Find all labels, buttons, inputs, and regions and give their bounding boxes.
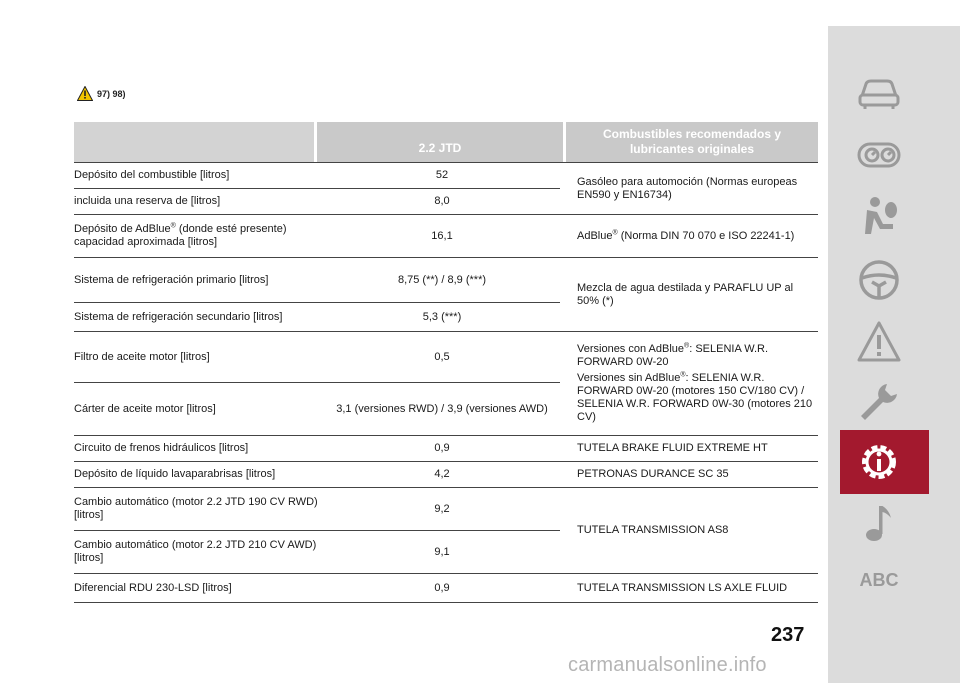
recommended-washer-fluid: PETRONAS DURANCE SC 35 — [577, 468, 729, 480]
page-number: 237 — [771, 624, 805, 646]
recommended-fuel: Gasóleo para automoción (Normas europeas EN590 y EN16734) — [577, 175, 798, 201]
row-label: Depósito de AdBlue® (donde esté presente) capacidad aproximada [litros] — [74, 222, 287, 248]
table-row — [74, 163, 560, 189]
row-value: 3,1 (versiones RWD) / 3,9 (versiones AWD) — [336, 402, 548, 415]
table-row-group — [74, 488, 818, 574]
music-note-icon[interactable] — [855, 500, 903, 548]
recommended-axle-fluid: TUTELA TRANSMISSION LS AXLE FLUID — [577, 581, 788, 594]
warning-references: 97) 98) — [97, 88, 126, 99]
table-row — [74, 574, 560, 602]
row-value: 16,1 — [431, 229, 453, 242]
recommended-engine-oil: Versiones con AdBlue®: SELENIA W.R. FORWARD 0W-20 Versiones sin AdBlue®: SELENIA W.R. FORWARD 0W-20 (motores 150 CV/180 CV) / SELENIA W.R. FORWARD 0W-30 (motores 210 CV) — [577, 342, 813, 423]
table-row-group — [74, 332, 818, 436]
abc-index-label[interactable]: ABC — [859, 570, 899, 590]
table-header — [74, 122, 818, 162]
table-row — [74, 332, 560, 383]
table-row — [74, 436, 560, 461]
table-row-group — [74, 258, 818, 332]
row-label: Cárter de aceite motor [litros] — [74, 402, 216, 415]
table-row — [74, 462, 560, 487]
row-value: 4,2 — [434, 468, 450, 480]
row-label: Filtro de aceite motor [litros] — [74, 350, 210, 363]
table-row — [74, 303, 560, 331]
row-label: Cambio automático (motor 2.2 JTD 190 CV RWD) [litros] — [74, 496, 318, 521]
recommended-brake-fluid: TUTELA BRAKE FLUID EXTREME HT — [577, 442, 768, 454]
table-row-group — [74, 574, 818, 603]
warning-triangle-icon — [77, 86, 93, 101]
row-value: 52 — [435, 169, 449, 181]
row-label: Depósito del combustible [litros] — [74, 169, 230, 181]
row-label: Depósito de líquido lavaparabrisas [litros] — [74, 468, 276, 480]
header-empty-cell — [74, 122, 314, 162]
row-value: 0,9 — [434, 581, 450, 594]
gear-info-icon[interactable] — [855, 438, 903, 486]
row-label: Sistema de refrigeración secundario [litros] — [74, 310, 283, 323]
airbag-seat-icon[interactable] — [855, 192, 903, 240]
header-engine: 2.2 JTD — [317, 122, 563, 162]
row-value: 0,9 — [434, 442, 450, 454]
header-recommended: Combustibles recomendados y lubricantes originales — [566, 122, 818, 162]
row-label: Sistema de refrigeración primario [litros] — [74, 273, 269, 286]
recommended-adblue: AdBlue® (Norma DIN 70 070 e ISO 22241-1) — [577, 228, 795, 242]
table-row — [74, 383, 560, 435]
row-value: 9,2 — [434, 502, 450, 515]
row-label: Cambio automático (motor 2.2 JTD 210 CV AWD) [litros] — [74, 539, 317, 564]
row-value: 8,0 — [434, 195, 450, 207]
table-row-group — [74, 436, 818, 462]
row-value: 5,3 (***) — [422, 310, 462, 323]
row-label: Diferencial RDU 230-LSD [litros] — [74, 581, 232, 594]
car-icon[interactable] — [855, 68, 903, 116]
table-row — [74, 215, 560, 257]
recommended-coolant: Mezcla de agua destilada y PARAFLU UP al 50% (*) — [577, 281, 794, 307]
capacities-table — [74, 122, 818, 603]
watermark-text: carmanualsonline.info — [568, 654, 767, 676]
table-row-group — [74, 462, 818, 488]
chapter-sidebar — [828, 26, 960, 683]
dashboard-gauges-icon[interactable] — [855, 130, 903, 178]
table-row — [74, 488, 560, 531]
recommended-transmission-fluid: TUTELA TRANSMISSION AS8 — [577, 524, 729, 536]
wrench-icon[interactable] — [855, 378, 903, 426]
row-label: incluida una reserva de [litros] — [74, 195, 221, 207]
warning-triangle-icon[interactable] — [855, 318, 903, 366]
table-row-group — [74, 163, 818, 215]
row-value: 9,1 — [434, 545, 450, 558]
row-label: Circuito de frenos hidráulicos [litros] — [74, 442, 249, 454]
row-value: 0,5 — [434, 350, 450, 363]
row-value: 8,75 (**) / 8,9 (***) — [397, 273, 487, 286]
steering-wheel-icon[interactable] — [855, 256, 903, 304]
table-row — [74, 258, 560, 303]
table-row — [74, 189, 560, 214]
warning-marker — [77, 86, 126, 101]
table-row — [74, 531, 560, 573]
table-row-group — [74, 215, 818, 258]
